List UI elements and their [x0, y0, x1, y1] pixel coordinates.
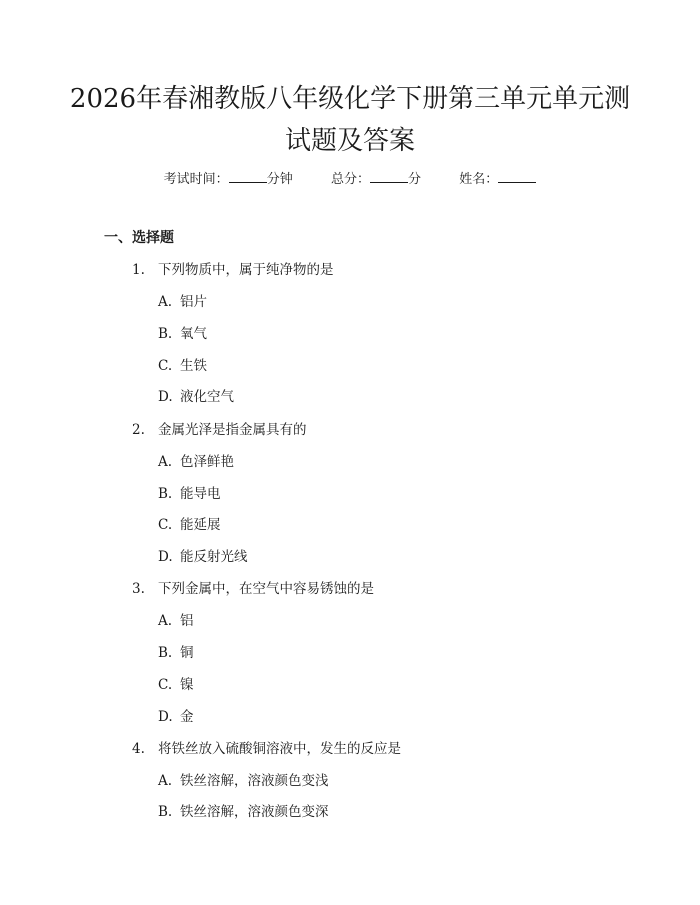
total-score-unit: 分: [408, 172, 422, 187]
option-letter: B.: [158, 486, 173, 502]
option-item: [158, 515, 221, 535]
option-letter: A.: [158, 294, 173, 310]
option-text: 能导电: [180, 486, 221, 502]
total-score-blank: [370, 168, 408, 183]
exam-time-unit: 分钟: [266, 172, 293, 187]
question-text: 将铁丝放入硫酸铜溶液中，发生的反应是: [158, 741, 401, 757]
question-number: 3.: [132, 581, 145, 597]
question-3: [132, 579, 374, 599]
option-item: [158, 771, 329, 791]
option-item: [158, 484, 221, 504]
option-item: [158, 292, 207, 312]
exam-time-label: 考试时间：: [163, 172, 229, 187]
option-letter: C.: [158, 517, 173, 533]
question-number: 4.: [132, 741, 145, 757]
option-letter: B.: [158, 326, 173, 342]
option-letter: B.: [158, 645, 173, 661]
option-item: [158, 643, 194, 663]
question-1: [132, 260, 334, 280]
option-text: 生铁: [180, 358, 207, 374]
option-item: [158, 387, 234, 407]
option-item: [158, 611, 194, 631]
question-text: 金属光泽是指金属具有的: [158, 422, 307, 438]
option-item: [158, 547, 248, 567]
option-text: 液化空气: [180, 389, 234, 405]
option-item: [158, 802, 329, 822]
option-text: 能延展: [180, 517, 221, 533]
option-text: 铁丝溶解，溶液颜色变浅: [180, 773, 329, 789]
option-letter: B.: [158, 804, 173, 820]
option-text: 铁丝溶解，溶液颜色变深: [180, 804, 329, 820]
option-item: [158, 324, 207, 344]
question-2: [132, 420, 307, 440]
option-text: 能反射光线: [180, 549, 248, 565]
option-letter: D.: [158, 709, 173, 725]
question-text: 下列金属中，在空气中容易锈蚀的是: [158, 581, 374, 597]
option-item: [158, 452, 234, 472]
option-item: [158, 356, 207, 376]
question-number: 1.: [132, 262, 145, 278]
exam-info-line: [0, 168, 700, 190]
student-name-blank: [498, 168, 536, 183]
option-item: [158, 675, 194, 695]
option-item: [158, 707, 194, 727]
question-4: [132, 739, 401, 759]
option-text: 镍: [180, 677, 194, 693]
exam-time-blank: [229, 168, 267, 183]
document-title: 2026年春湘教版八年级化学下册第三单元单元测试题及答案: [69, 84, 631, 156]
section-heading: 一、选择题: [104, 230, 174, 246]
option-text: 金: [180, 709, 194, 725]
option-text: 色泽鲜艳: [180, 454, 234, 470]
option-letter: D.: [158, 549, 173, 565]
option-letter: A.: [158, 773, 173, 789]
option-text: 铝片: [180, 294, 207, 310]
option-text: 氧气: [180, 326, 207, 342]
student-name-label: 姓名：: [459, 172, 499, 187]
option-letter: A.: [158, 454, 173, 470]
option-letter: C.: [158, 677, 173, 693]
option-letter: D.: [158, 389, 173, 405]
option-letter: A.: [158, 613, 173, 629]
question-number: 2.: [132, 422, 145, 438]
total-score-label: 总分：: [330, 172, 370, 187]
question-text: 下列物质中，属于纯净物的是: [158, 262, 334, 278]
option-text: 铝: [180, 613, 194, 629]
option-letter: C.: [158, 358, 173, 374]
option-text: 铜: [180, 645, 194, 661]
